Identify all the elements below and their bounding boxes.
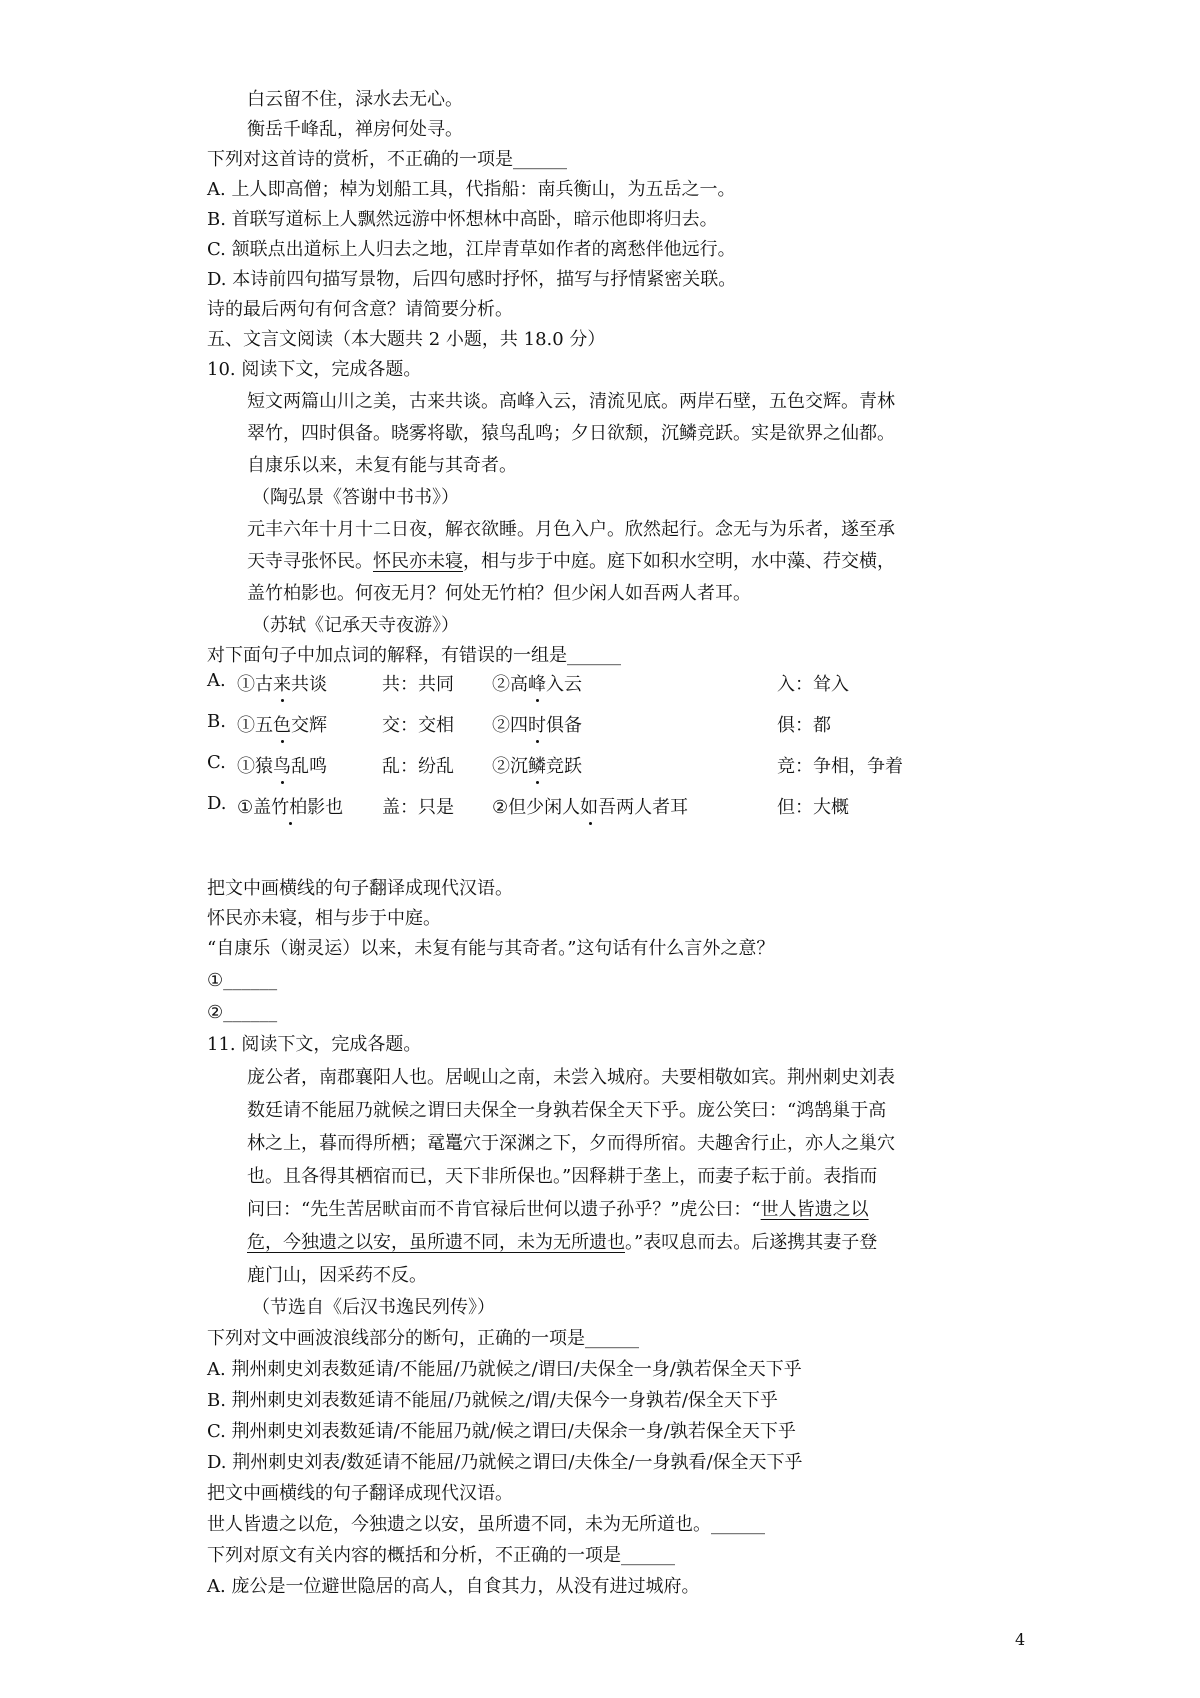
option-letter [207,752,226,773]
explanation-2 [777,670,849,696]
passage-text: ，相与步于中庭。庭下如积水空明，水中藻、荇交横， [463,551,895,572]
item-2 [492,752,582,778]
explanation-text: 竞：争相，争着 [777,756,903,777]
passage-text: 天寺寻张怀民。 [247,551,373,572]
question-stem: 下列对这首诗的赏析，不正确的一项是______ [207,149,567,170]
item-text: ① [237,797,254,818]
dotted-word: 共 [291,670,309,696]
dotted-word: 乱 [291,752,309,778]
explanation-text: 入：耸入 [777,674,849,695]
explanation-text: 但：大概 [777,797,849,818]
item-1 [237,670,327,696]
option-letter-text: B. [207,711,226,732]
option-letter-text: A. [207,670,226,691]
question-stem: 下列对原文有关内容的概括和分析，不正确的一项是______ [207,1545,675,1566]
item-1 [237,752,327,778]
option-d: D. 本诗前四句描写景物，后四句感时抒怀，描写与抒情紧密关联。 [207,269,737,290]
explanation-text: 乱：纷乱 [382,756,454,777]
explanation-text: 交：交相 [382,715,454,736]
passage-source: （陶弘景《答谢中书书》） [252,487,459,508]
passage-line: 林之上，暮而得所栖；鼋鼍穴于深渊之下，夕而得所宿。夫趣舍行止，亦人之巢穴 [247,1133,895,1154]
explanation-2 [777,793,849,819]
explanation-2 [777,752,903,778]
option-a: A. 庞公是一位避世隐居的高人，自食其力，从没有进过城府。 [207,1576,700,1597]
item-text: 少闲人如吾两人者耳 [526,797,689,818]
passage-line [247,1195,869,1225]
item-2 [492,670,582,696]
explanation-text: 共：共同 [382,674,454,695]
item-text: 谈 [309,674,327,695]
item-text: ② [492,797,509,818]
passage-source: （节选自《后汉书逸民列传》） [252,1297,495,1318]
explanation-text: 盖：只是 [382,797,454,818]
option-a: A. 上人即高僧；棹为划船工具，代指船：南兵衡山，为五岳之一。 [207,179,736,200]
explanation-1 [382,752,454,778]
passage-line: 鹿门山，因采药不反。 [247,1265,427,1286]
question-stem: 对下面句子中加点词的解释，有错误的一组是______ [207,645,621,666]
item-text: ①五色 [237,715,291,736]
explanation-text: 俱：都 [777,715,831,736]
explanation-1 [382,793,454,819]
item-2 [492,793,688,819]
question-text: 诗的最后两句有何含意？请简要分析。 [207,299,513,320]
item-text: 鸣 [309,756,327,777]
item-text: 云 [564,674,582,695]
dotted-word: 但 [508,793,526,819]
explanation-1 [382,670,454,696]
passage-line: 也。且各得其栖宿而已，天下非所保也。”因释耕于垄上，而妻子耘于前。表指而 [247,1166,878,1187]
item-1 [237,793,343,819]
item-text: ②四时 [492,715,546,736]
option-d: D. 荆州刺史刘表/数延请不能屈/乃就候之谓曰/夫侏全/一身孰看/保全天下乎 [207,1452,803,1473]
option-letter [207,670,226,691]
item-text: 竹柏影也 [271,797,344,818]
item-text: ②高峰 [492,674,546,695]
option-letter [207,711,226,732]
question-sentence: 怀民亦未寝，相与步于中庭。 [207,908,441,929]
poem-line-2: 衡岳千峰乱，禅房何处寻。 [247,119,463,140]
passage-text: 。”表叹息而去。后遂携其妻子登 [625,1232,878,1253]
answer-blank-1: ①______ [207,970,278,991]
question-11-heading: 11. 阅读下文，完成各题。 [207,1034,422,1055]
explanation-1 [382,711,454,737]
passage-line: 庞公者，南郡襄阳人也。居岘山之南，未尝入城府。夫要相敬如宾。荆州刺史刘表 [247,1067,895,1088]
explanation-2 [777,711,831,737]
item-text: 备 [564,715,582,736]
question-stem: 下列对文中画波浪线部分的断句，正确的一项是______ [207,1328,639,1349]
item-text: ②沉鳞 [492,756,546,777]
question-text: “自康乐（谢灵运）以来，未复有能与其奇者。”这句话有什么言外之意？ [207,938,775,959]
option-letter-text: C. [207,752,226,773]
passage-line: 数廷请不能屈乃就候之谓曰夫保全一身孰若保全天下乎。庞公笑曰：“鸿鹄巢于高 [247,1100,887,1121]
dotted-word: 入 [546,670,564,696]
dotted-word: 盖 [253,793,271,819]
option-b: B. 荆州刺史刘表数延请不能屈/乃就候之/谓/夫保今一身孰若/保全天下乎 [207,1390,778,1411]
item-1 [237,711,327,737]
option-a: A. 荆州刺史刘表数延请/不能屈/乃就候之/谓曰/夫保全一身/孰若保全天下乎 [207,1359,802,1380]
item-text: 辉 [309,715,327,736]
passage-text: 问曰：“先生苦居畎亩而不肯官禄后世何以遗子孙乎？”虎公曰：“ [247,1199,761,1220]
section-heading: 五、文言文阅读（本大题共 2 小题，共 18.0 分） [207,329,606,350]
dotted-word: 竞 [546,752,564,778]
option-letter-text: D. [207,793,227,814]
option-letter [207,793,227,814]
question-sentence: 世人皆遗之以危，今独遗之以安，虽所遗不同，未为无所道也。______ [207,1514,765,1535]
passage-line: 盖竹柏影也。何夜无月？何处无竹柏？但少闲人如吾两人者耳。 [247,583,751,604]
dotted-word: 俱 [546,711,564,737]
passage-line: 翠竹，四时俱备。晓雾将歇，猿鸟乱鸣；夕日欲颓，沉鳞竞跃。实是欲界之仙都。 [247,423,895,444]
passage-line: 自康乐以来，未复有能与其奇者。 [247,455,517,476]
underlined-sentence: 怀民亦未寝 [373,551,463,572]
option-c: C. 荆州刺史刘表数延请/不能屈乃就/候之谓曰/夫保余一身/孰若保全天下乎 [207,1421,796,1442]
question-10-heading: 10. 阅读下文，完成各题。 [207,359,422,380]
passage-line [247,547,895,577]
option-c: C. 颔联点出道标上人归去之地，江岸青草如作者的离愁伴他远行。 [207,239,736,260]
passage-source: （苏轼《记承天寺夜游》） [252,615,459,636]
question-text: 把文中画横线的句子翻译成现代汉语。 [207,1483,513,1504]
underlined-sentence: 世人皆遗之以 [760,1199,869,1220]
question-text: 把文中画横线的句子翻译成现代汉语。 [207,878,513,899]
page-number: 4 [1015,1630,1026,1649]
option-b: B. 首联写道标上人飘然远游中怀想林中高卧，暗示他即将归去。 [207,209,718,230]
poem-line-1: 白云留不住，渌水去无心。 [247,89,463,110]
underlined-sentence: 危，今独遗之以安，虽所遗不同，未为无所遗也 [247,1232,625,1253]
item-text: ①猿鸟 [237,756,291,777]
dotted-word: 交 [291,711,309,737]
item-text: 跃 [564,756,582,777]
passage-line [247,1228,877,1258]
item-2 [492,711,582,737]
passage-line: 短文两篇山川之美，古来共谈。高峰入云，清流见底。两岸石壁，五色交辉。青林 [247,391,895,412]
item-text: ①古来 [237,674,291,695]
passage-line: 元丰六年十月十二日夜，解衣欲睡。月色入户。欣然起行。念无与为乐者，遂至承 [247,519,895,540]
answer-blank-2: ②______ [207,1002,278,1023]
